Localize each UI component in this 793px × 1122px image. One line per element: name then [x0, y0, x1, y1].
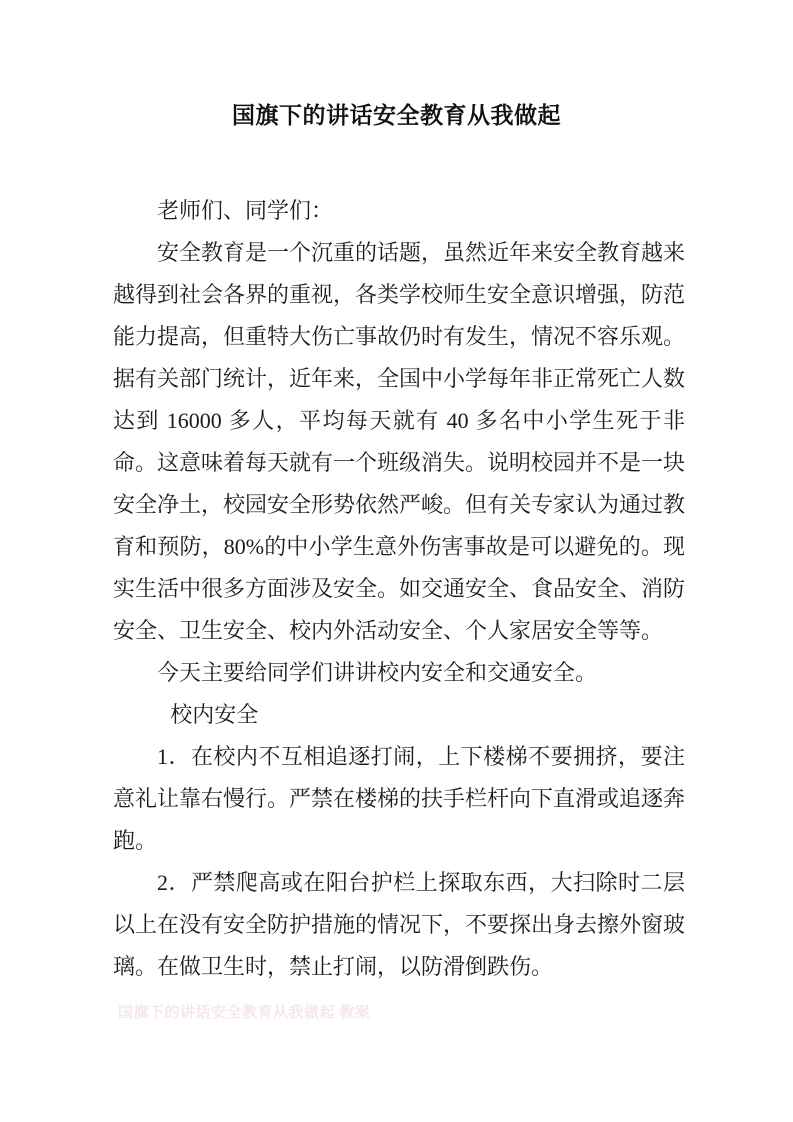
paragraph-todays-topic: 今天主要给同学们讲讲校内安全和交通安全。: [157, 660, 598, 685]
paragraph-greeting: 老师们、同学们：: [157, 198, 334, 223]
section-heading-campus-safety: 校内安全: [170, 702, 259, 727]
paragraph-rule-2: 2．严禁爬高或在阳台护栏上探取东西，大扫除时二层以上在没有安全防护措施的情况下，不要探出身去擦外窗玻璃。在做卫生时，禁止打闹，以防滑倒跌伤。: [113, 870, 686, 979]
document-body: [113, 190, 685, 988]
document-title: 国旗下的讲话安全教育从我做起: [232, 103, 561, 128]
watermark-text: 国旗下的讲话安全教育从我做起 教案: [118, 1005, 371, 1021]
paragraph-safety-overview: 安全教育是一个沉重的话题，虽然近年来安全教育越来越得到社会各界的重视，各类学校师生安全意识增强，防范能力提高，但重特大伤亡事故仍时有发生，情况不容乐观。据有关部门统计，近年来，全国中小学每年非正常死亡人数达到 16000 多人，平均每天就有 40 多名中小学生死于非命。这意味着每天就有一个班级消失。说明校园并不是一块安全净土，校园安全形势依然严峻。但有关专家认为通过教育和预防，80%的中小学生意外伤害事故是可以避免的。现实生活中很多方面涉及安全。如交通安全、食品安全、消防安全、卫生安全、校内外活动安全、个人家居安全等等。: [113, 240, 686, 643]
paragraph-rule-1: 1．在校内不互相追逐打闹，上下楼梯不要拥挤，要注意礼让靠右慢行。严禁在楼梯的扶手栏杆向下直滑或追逐奔跑。: [113, 744, 686, 853]
